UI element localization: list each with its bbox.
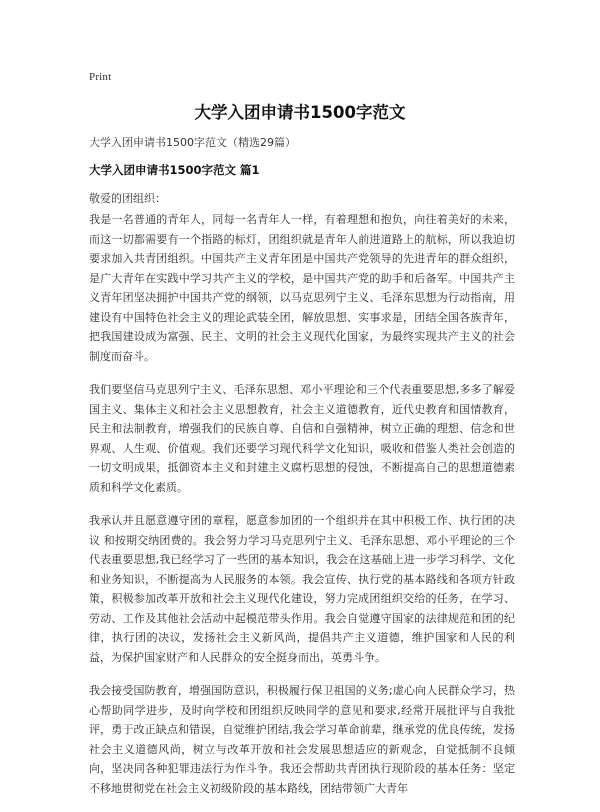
salutation: 敬爱的团组织： bbox=[89, 192, 166, 205]
paragraph: 我承认并且愿意遵守团的章程，愿意参加团的一个组织并在其中积极工作、执行团的决议 和按期交纳团费的。我会努力学习马克思列宁主义、毛泽东思想、邓小平理论的三个代表重要思想,我已经学习了一些团的基本知识，我会在这基础上进一步学习科学、文化和业务知识，不断提高为人民服务的本领。我会宣传、执行党的基本路线和各项方针政策，积极参加改革开放和社会主义现代化建设，努力完成团组织交给的任务，在学习、劳动、工作及其他社会活动中起模范带头作用。我会自觉遵守国家的法律规范和团的纪律，执行团的决议，发扬社会主义新风尚，提倡共产主义道德，维护国家和人民的利益，为保护国家财产和人民群众的安全挺身而出，英勇斗争。 bbox=[89, 514, 515, 664]
section-heading: 大学入团申请书1500字范文 篇1 bbox=[89, 163, 260, 177]
print-link[interactable]: Print bbox=[89, 71, 112, 83]
paragraph: 我会接受国防教育，增强国防意识，积极履行保卫祖国的义务;虚心向人民群众学习，热心帮助同学进步，及时向学校和团组织反映同学的意见和要求,经常开展批评与自我批评，勇于改正缺点和错误，自觉维护团结,我会学习革命前辈，继承党的优良传统，发扬社会主义道德风尚，树立与改革开放和社会发展思想适应的新观念，自觉抵制不良倾向，坚决同各种犯罪违法行为作斗争。我还会帮助共青团执行现阶段的基本任务：坚定不移地贯彻党在社会主义初级阶段的基本路线，团结带领广大青年 bbox=[89, 684, 516, 795]
document-body bbox=[89, 210, 515, 812]
paragraph: 我们要坚信马克思列宁主义、毛泽东思想、邓小平理论和三个代表重要思想,多多了解爱国主义、集体主义和社会主义思想教育，社会主义道德教育，近代史教育和国情教育，民主和法制教育，增强我们的民族自尊、自信和自强精神，树立正确的理想、信念和世界观、人生观、价值观。我们还要学习现代科学文化知识，吸收和借鉴人类社会创造的一切文明成果，抵御资本主义和封建主义腐朽思想的侵蚀，不断提高自己的思想道德素质和科学文化素质。 bbox=[89, 383, 515, 494]
document-subtitle: 大学入团申请书1500字范文（精选29篇） bbox=[89, 136, 296, 149]
paragraph: 我是一名普通的青年人，同每一名青年人一样，有着理想和抱负，向往着美好的未来，而这一切都需要有一个指路的标灯，团组织就是青年人前进道路上的航标，所以我迫切要求加入共青团组织。中国共产主义青年团是中国共产党领导的先进青年的群众组织，是广大青年在实践中学习共产主义的学校，是中国共产党的助手和后备军。中国共产主义青年团坚决拥护中国共产党的纲领，以马克思列宁主义、毛泽东思想为行动指南，用建设有中国特色社会主义的理论武装全团，解放思想、实事求是，团结全国各族青年，把我国建设成为富强、民主、文明的社会主义现代化国家，为最终实现共产主义的社会制度而奋斗。 bbox=[89, 213, 515, 363]
document-title: 大学入团申请书1500字范文 bbox=[194, 103, 406, 122]
